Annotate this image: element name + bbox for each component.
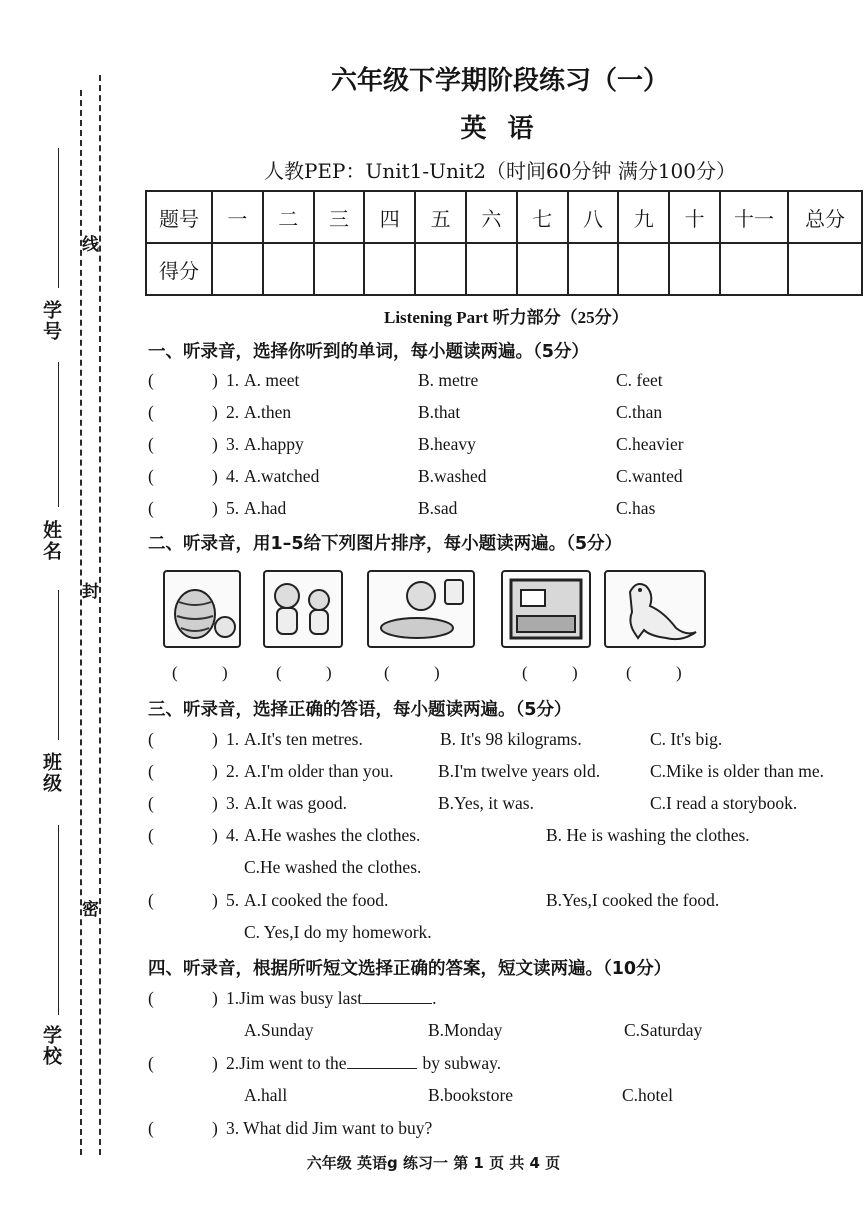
answer-paren-open[interactable]: (: [148, 402, 154, 422]
seal-mark-mi: 密: [82, 893, 99, 922]
score-cell-9: 九: [618, 191, 669, 243]
answer-paren-close: ): [212, 1118, 218, 1138]
score-input-5[interactable]: [415, 243, 466, 295]
option-a: A.I cooked the food.: [244, 890, 389, 910]
student-id-write-line: [58, 148, 59, 288]
option-b: B.that: [418, 402, 461, 422]
answer-paren-open[interactable]: (: [148, 890, 154, 910]
score-row-label: 得分: [146, 243, 212, 295]
subject-title: 英 语: [460, 114, 540, 144]
question-text-end: by subway.: [422, 1053, 502, 1073]
question-number: 5.: [226, 890, 240, 910]
option-a: A.happy: [244, 434, 304, 454]
score-cell-5: 五: [415, 191, 466, 243]
score-cell-10: 十: [669, 191, 720, 243]
option-c: C. feet: [616, 370, 663, 390]
score-cell-2: 二: [263, 191, 314, 243]
answer-paren-close: ): [212, 988, 218, 1008]
order-paren-open-2[interactable]: (: [276, 663, 282, 682]
question-text: 1.Jim was busy last: [226, 988, 363, 1008]
name-label: 姓名: [40, 520, 62, 562]
answer-paren-close: ): [212, 825, 218, 845]
exam-title: 六年级下学期阶段练习（一）: [330, 66, 669, 96]
score-cell-7: 七: [517, 191, 568, 243]
question-text-wrap: [226, 1053, 501, 1074]
student-id-label: 学号: [40, 300, 62, 342]
score-input-11[interactable]: [720, 243, 788, 295]
option-c: C. It's big.: [650, 729, 723, 749]
question-text-wrap: [226, 988, 437, 1009]
answer-paren-close: ): [212, 890, 218, 910]
binding-dashed-line-inner: [99, 75, 101, 1155]
answer-paren-close: ): [212, 370, 218, 390]
section4-heading: 四、听录音，根据所听短文选择正确的答案，短文读两遍。（10分）: [148, 959, 672, 979]
answer-paren-open[interactable]: (: [148, 434, 154, 454]
answer-paren-open[interactable]: (: [148, 370, 154, 390]
option-b: B. metre: [418, 370, 479, 390]
question-number: 3.: [226, 793, 240, 813]
score-cell-6: 六: [466, 191, 517, 243]
answer-paren-open[interactable]: (: [148, 761, 154, 781]
option-b: B.Yes, it was.: [438, 793, 534, 813]
picture-boy-eating: [367, 570, 475, 648]
answer-paren-close: ): [212, 761, 218, 781]
answer-paren-close: ): [212, 402, 218, 422]
order-paren-close-2: ): [326, 663, 332, 682]
answer-paren-open[interactable]: (: [148, 793, 154, 813]
option-a: A.It's ten metres.: [244, 729, 363, 749]
section3-heading: 三、听录音，选择正确的答语，每小题读两遍。（5分）: [148, 700, 572, 720]
answer-paren-open[interactable]: (: [148, 825, 154, 845]
picture-watermelon: [163, 570, 241, 648]
class-label: 班级: [40, 752, 62, 794]
fill-blank-line[interactable]: [347, 1068, 417, 1069]
option-b: B.sad: [418, 498, 458, 518]
score-cell-4: 四: [364, 191, 415, 243]
option-b: B. It's 98 kilograms.: [440, 729, 582, 749]
score-table: [145, 190, 863, 296]
option-c: C.hotel: [622, 1085, 674, 1105]
answer-paren-open[interactable]: (: [148, 466, 154, 486]
question-number: 1.: [226, 370, 240, 390]
question-text-end: .: [432, 988, 437, 1008]
option-c: C. Yes,I do my homework.: [244, 922, 432, 942]
answer-paren-open[interactable]: (: [148, 1053, 154, 1073]
section1-heading: 一、听录音，选择你听到的单词，每小题读两遍。（5分）: [148, 342, 589, 362]
question-number: 3.: [226, 434, 240, 454]
option-b: B.heavy: [418, 434, 476, 454]
option-b: B.bookstore: [428, 1085, 514, 1105]
answer-paren-open[interactable]: (: [148, 729, 154, 749]
score-input-3[interactable]: [314, 243, 365, 295]
answer-paren-close: ): [212, 466, 218, 486]
question-text: 2.Jim went to the: [226, 1053, 347, 1073]
option-b: B.Monday: [428, 1020, 503, 1040]
section2-heading: 二、听录音，用1–5给下列图片排序，每小题读两遍。（5分）: [148, 534, 623, 554]
exam-info: 人教PEP：Unit1-Unit2（时间60分钟 满分100分）: [263, 159, 737, 183]
score-cell-8: 八: [568, 191, 619, 243]
order-paren-open-3[interactable]: (: [384, 663, 390, 682]
option-b: B.washed: [418, 466, 487, 486]
option-b: B.Yes,I cooked the food.: [546, 890, 720, 910]
option-a: A.then: [244, 402, 292, 422]
option-c: C.than: [616, 402, 663, 422]
picture-living-room: [501, 570, 591, 648]
score-cell-11: 十一: [720, 191, 788, 243]
option-c: C.Saturday: [624, 1020, 703, 1040]
answer-paren-open[interactable]: (: [148, 498, 154, 518]
option-a: A.I'm older than you.: [244, 761, 394, 781]
option-c: C.Mike is older than me.: [650, 761, 825, 781]
question-number: 2.: [226, 402, 240, 422]
option-c: C.heavier: [616, 434, 684, 454]
score-input-8[interactable]: [568, 243, 619, 295]
question-number: 1.: [226, 729, 240, 749]
answer-paren-close: ): [212, 1053, 218, 1073]
answer-paren-open[interactable]: (: [148, 988, 154, 1008]
answer-paren-open[interactable]: (: [148, 1118, 154, 1138]
score-input-9[interactable]: [618, 243, 669, 295]
option-a: A.hall: [244, 1085, 288, 1105]
option-c: C.has: [616, 498, 656, 518]
order-paren-open-5[interactable]: (: [626, 663, 632, 682]
question-number: 4.: [226, 825, 240, 845]
score-input-7[interactable]: [517, 243, 568, 295]
question-number: 4.: [226, 466, 240, 486]
score-input-4[interactable]: [364, 243, 415, 295]
score-input-6[interactable]: [466, 243, 517, 295]
option-c: C.He washed the clothes.: [244, 857, 422, 877]
option-a: A.had: [244, 498, 287, 518]
school-write-line: [58, 825, 59, 1015]
listening-part-heading: Listening Part 听力部分（25分）: [384, 308, 629, 327]
picture-tiger-and-monkey: [263, 570, 343, 648]
answer-paren-close: ): [212, 729, 218, 749]
score-table-score-row: [146, 243, 862, 295]
class-write-line: [58, 590, 59, 740]
question-text: 3. What did Jim want to buy?: [226, 1118, 433, 1138]
seal-mark-feng: 封: [82, 575, 99, 604]
order-paren-close-4: ): [572, 663, 578, 682]
page-footer: 六年级 英语g 练习一 第 1 页 共 4 页: [306, 1154, 561, 1172]
score-cell-1: 一: [212, 191, 263, 243]
score-cell-3: 三: [314, 191, 365, 243]
picture-dinosaur: [604, 570, 706, 648]
option-c: C.wanted: [616, 466, 683, 486]
name-write-line: [58, 362, 59, 507]
score-table-header-row: [146, 191, 862, 243]
option-a: A.watched: [244, 466, 320, 486]
order-paren-close-1: ): [222, 663, 228, 682]
order-paren-close-3: ): [434, 663, 440, 682]
score-input-10[interactable]: [669, 243, 720, 295]
option-c: C.I read a storybook.: [650, 793, 798, 813]
option-a: A.He washes the clothes.: [244, 825, 421, 845]
option-a: A. meet: [244, 370, 300, 390]
score-input-2[interactable]: [263, 243, 314, 295]
option-a: A.Sunday: [244, 1020, 314, 1040]
answer-paren-close: ): [212, 498, 218, 518]
score-input-1[interactable]: [212, 243, 263, 295]
answer-paren-close: ): [212, 793, 218, 813]
option-b: B.I'm twelve years old.: [438, 761, 601, 781]
question-number: 5.: [226, 498, 240, 518]
score-cell-total: 总分: [788, 191, 862, 243]
score-cell-question-number: 题号: [146, 191, 212, 243]
question-number: 2.: [226, 761, 240, 781]
option-a: A.It was good.: [244, 793, 348, 813]
school-label: 学校: [40, 1025, 62, 1067]
order-paren-close-5: ): [676, 663, 682, 682]
score-input-total[interactable]: [788, 243, 862, 295]
seal-mark-xian: 线: [82, 228, 99, 257]
option-b: B. He is washing the clothes.: [546, 825, 750, 845]
order-paren-open-4[interactable]: (: [522, 663, 528, 682]
order-paren-open-1[interactable]: (: [172, 663, 178, 682]
answer-paren-close: ): [212, 434, 218, 454]
fill-blank-line[interactable]: [362, 1003, 432, 1004]
